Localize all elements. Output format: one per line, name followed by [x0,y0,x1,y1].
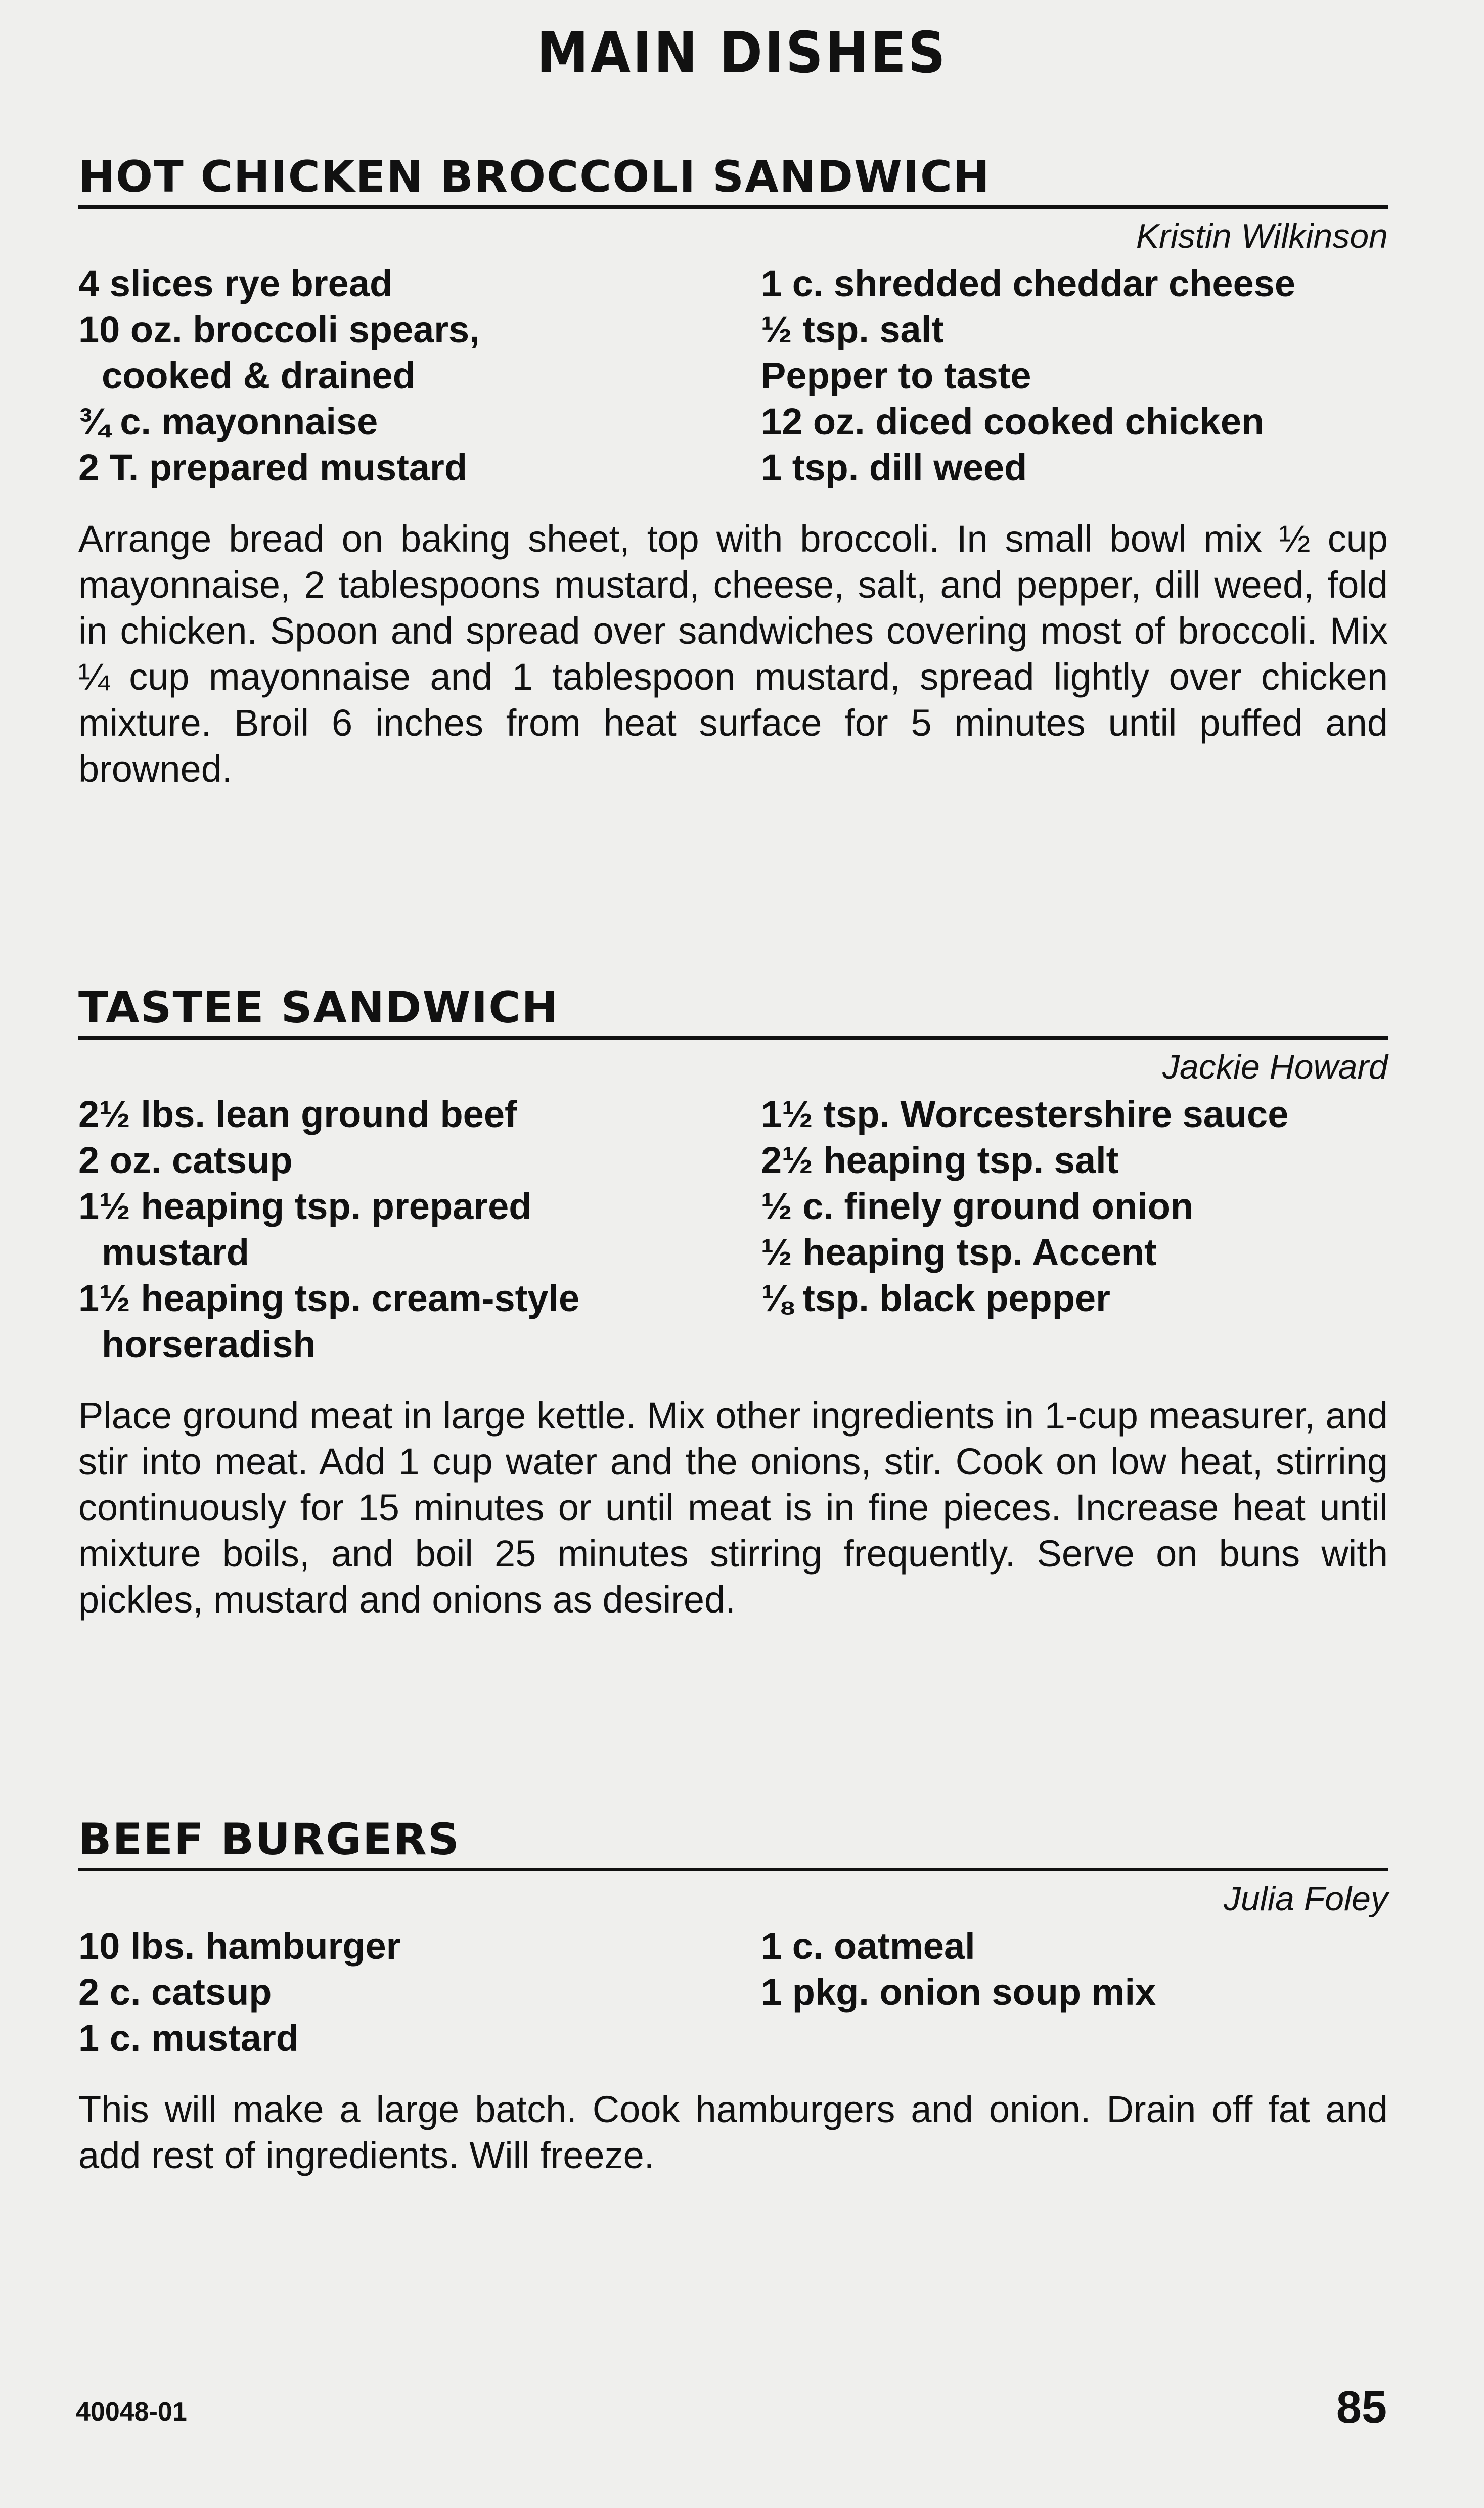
recipe-title: TASTEE SANDWICH [78,982,1388,1040]
ingredient-item: ½ tsp. salt [761,308,944,350]
ingredient-column-right [761,260,1388,490]
ingredient-item: 1 c. oatmeal [761,1925,975,1967]
ingredient-item: cooked & drained [102,354,416,396]
ingredient-item: 1½ heaping tsp. prepared [78,1185,532,1227]
ingredient-item: Pepper to taste [761,354,1031,396]
ingredient-item: 1½ heaping tsp. cream-style [78,1277,580,1319]
ingredient-item: mustard [102,1231,249,1273]
recipe-tastee-sandwich [78,982,1388,1623]
ingredient-item: 2½ lbs. lean ground beef [78,1093,517,1135]
recipe-author: Jackie Howard [1162,1048,1388,1086]
ingredient-item: 2 c. catsup [78,1971,272,2013]
recipe-hot-chicken-broccoli-sandwich [78,152,1388,792]
ingredient-item: 4 slices rye bread [78,262,393,304]
ingredient-column-right [761,1091,1388,1367]
ingredient-list [78,1091,1388,1367]
ingredient-item: 2 T. prepared mustard [78,446,468,488]
ingredient-item: 10 oz. broccoli spears, [78,308,480,350]
ingredient-item: ½ c. finely ground onion [761,1185,1194,1227]
ingredient-item: 10 lbs. hamburger [78,1925,401,1967]
recipe-title: HOT CHICKEN BROCCOLI SANDWICH [78,152,1388,209]
ingredient-item: ½ heaping tsp. Accent [761,1231,1157,1273]
ingredient-item: 2 oz. catsup [78,1139,293,1181]
ingredient-item: 2½ heaping tsp. salt [761,1139,1119,1181]
recipe-directions: This will make a large batch. Cook hamburgers and onion. Drain off fat and add rest of ingredients. Will freeze. [78,2088,1388,2176]
ingredient-item: ¾ c. mayonnaise [78,400,378,442]
recipe-directions: Place ground meat in large kettle. Mix other ingredients in 1-cup measurer, and stir into meat. Add 1 cup water and the onions, stir. Cook on low heat, stirring continuously for 15 minutes or until meat is in fine pieces. Increase heat until mixture boils, and boil 25 minutes stirring frequently. Serve on buns with pickles, mustard and onions as desired. [78,1395,1388,1621]
ingredient-list [78,1923,1388,2061]
ingredient-item: 1 c. mustard [78,2017,299,2059]
recipe-author: Kristin Wilkinson [1136,217,1388,255]
ingredient-column-left [78,260,761,490]
ingredient-item: ⅛ tsp. black pepper [761,1277,1110,1319]
page-title: MAIN DISHES [536,20,948,86]
ingredient-item: 1½ tsp. Worcestershire sauce [761,1093,1289,1135]
ingredient-item: 1 c. shredded cheddar cheese [761,262,1296,304]
ingredient-column-right [761,1923,1388,2061]
ingredient-item: 12 oz. diced cooked chicken [761,400,1265,442]
ingredient-list [78,260,1388,490]
footer-code: 40048-01 [76,2397,187,2427]
ingredient-column-left [78,1923,761,2061]
recipe-author: Julia Foley [1223,1879,1388,1918]
recipe-directions: Arrange bread on baking sheet, top with broccoli. In small bowl mix ½ cup mayonnaise, 2 tablespoons mustard, cheese, salt, and pepper, dill weed, fold in chicken. Spoon and spread over sandwiches covering most of broccoli. Mix ¼ cup mayonnaise and 1 tablespoon mustard, spread lightly over chicken mixture. Broil 6 inches from heat surface for 5 minutes until puffed and browned. [78,518,1388,790]
page-number: 85 [1336,2382,1387,2433]
ingredient-item: horseradish [102,1323,316,1365]
ingredient-item: 1 tsp. dill weed [761,446,1027,488]
ingredient-column-left [78,1091,761,1367]
ingredient-item: 1 pkg. onion soup mix [761,1971,1156,2013]
recipe-title: BEEF BURGERS [78,1814,1388,1871]
recipe-beef-burgers [78,1814,1388,2178]
